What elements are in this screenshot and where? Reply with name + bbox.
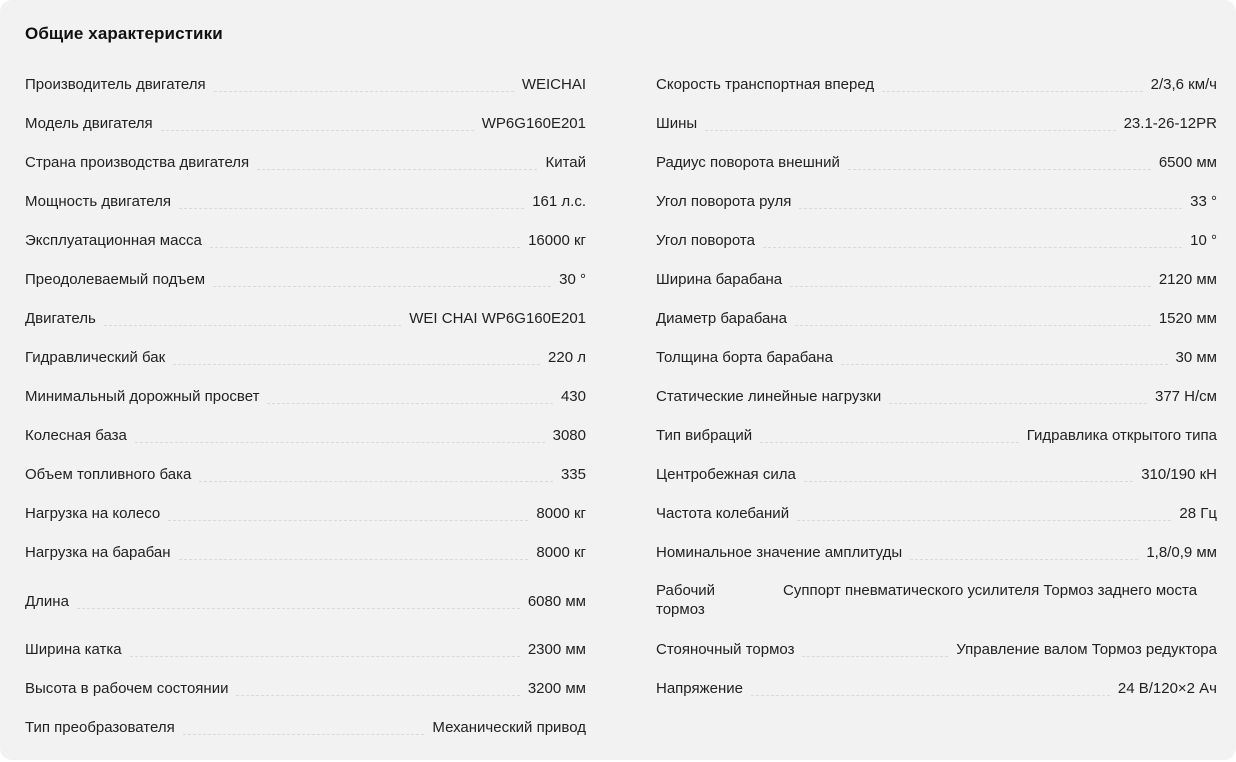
spec-label: Угол поворота [656, 232, 755, 249]
dotted-leader [889, 403, 1147, 404]
spec-label: Диаметр барабана [656, 310, 787, 327]
spec-value: 28 Гц [1179, 505, 1217, 522]
dotted-leader [183, 734, 425, 735]
spec-row [656, 630, 1217, 669]
spec-row [25, 416, 586, 455]
spec-row [25, 630, 586, 669]
dotted-leader [135, 442, 545, 443]
spec-label: Тип вибраций [656, 427, 753, 444]
spec-row [656, 533, 1217, 572]
spec-value: Управление валом Тормоз редуктора [956, 641, 1217, 658]
dotted-leader [213, 286, 551, 287]
dotted-leader [77, 608, 520, 609]
section-title: Общие характеристики [25, 24, 223, 43]
spec-value: 33 ° [1190, 193, 1217, 210]
spec-value: Китай [545, 154, 586, 171]
dotted-leader [882, 91, 1143, 92]
spec-value: 220 л [548, 349, 586, 366]
spec-label: Угол поворота руля [656, 193, 792, 210]
spec-label: Скорость транспортная вперед [656, 76, 875, 93]
spec-row [25, 377, 586, 416]
dotted-leader [267, 403, 553, 404]
spec-value: 1520 мм [1158, 310, 1217, 327]
spec-label: Частота колебаний [656, 505, 790, 522]
spec-label: Номинальное значение амплитуды [656, 544, 903, 561]
spec-value: 3200 мм [527, 680, 586, 697]
spec-row [25, 455, 586, 494]
spec-label: Нагрузка на колесо [25, 505, 161, 522]
spec-row [25, 708, 586, 747]
spec-row [656, 182, 1217, 221]
spec-value: Механический привод [432, 719, 586, 736]
dotted-leader [168, 520, 528, 521]
spec-value: 2300 мм [527, 641, 586, 658]
spec-value: 8000 кг [536, 505, 586, 522]
spec-label: Модель двигателя [25, 115, 153, 132]
spec-row [656, 65, 1217, 104]
spec-label: Преодолеваемый подъем [25, 271, 206, 288]
spec-value: 6500 мм [1158, 154, 1217, 171]
dotted-leader [751, 695, 1110, 696]
spec-value: 377 Н/см [1154, 388, 1217, 405]
spec-label: Ширина катка [25, 641, 122, 658]
spec-label: Напряжение [656, 680, 743, 697]
dotted-leader [799, 208, 1182, 209]
spec-label: Страна производства двигателя [25, 154, 250, 171]
spec-column-right [656, 65, 1217, 708]
spec-value: 24 В/120×2 Ач [1117, 680, 1217, 697]
spec-value: 6080 мм [527, 592, 586, 610]
spec-row [25, 669, 586, 708]
spec-row [25, 299, 586, 338]
spec-label: Объем топливного бака [25, 466, 192, 483]
dotted-leader [795, 325, 1151, 326]
spec-row [656, 338, 1217, 377]
dotted-leader [797, 520, 1171, 521]
spec-row [25, 533, 586, 572]
spec-label: Ширина барабана [656, 271, 783, 288]
spec-label: Радиус поворота внешний [656, 154, 840, 171]
spec-label: Гидравлический бак [25, 349, 166, 366]
spec-row [656, 377, 1217, 416]
dotted-leader [841, 364, 1168, 365]
spec-row [25, 338, 586, 377]
dotted-leader [236, 695, 519, 696]
spec-label: Шины [656, 115, 698, 132]
spec-label: Мощность двигателя [25, 193, 172, 210]
dotted-leader [705, 130, 1115, 131]
spec-row [25, 221, 586, 260]
dotted-leader [214, 91, 514, 92]
spec-label: Колесная база [25, 427, 127, 444]
spec-label: Производитель двигателя [25, 76, 206, 93]
spec-value: 8000 кг [536, 544, 586, 561]
spec-value: 10 ° [1190, 232, 1217, 249]
spec-row [656, 455, 1217, 494]
spec-row [656, 416, 1217, 455]
spec-row [656, 494, 1217, 533]
spec-label: Двигатель [25, 310, 96, 327]
spec-row [656, 260, 1217, 299]
spec-label: Рабочий тормоз [656, 582, 716, 618]
spec-row [656, 143, 1217, 182]
dotted-leader [104, 325, 401, 326]
spec-value: 335 [560, 466, 586, 483]
dotted-leader [179, 559, 529, 560]
dotted-leader [173, 364, 540, 365]
spec-label: Статические линейные нагрузки [656, 388, 882, 405]
dotted-leader [257, 169, 537, 170]
spec-value: 310/190 кН [1141, 466, 1217, 483]
spec-row [25, 494, 586, 533]
spec-row [656, 299, 1217, 338]
spec-label: Длина [25, 592, 69, 610]
dotted-leader [910, 559, 1138, 560]
spec-value: WP6G160E201 [481, 115, 586, 132]
spec-label: Эксплуатационная масса [25, 232, 202, 249]
dotted-leader [210, 247, 520, 248]
spec-value: 2120 мм [1158, 271, 1217, 288]
spec-value: 161 л.с. [532, 193, 586, 210]
spec-value: 30 мм [1175, 349, 1217, 366]
spec-row [656, 221, 1217, 260]
dotted-leader [760, 442, 1019, 443]
spec-row [656, 669, 1217, 708]
spec-row [25, 143, 586, 182]
dotted-leader [179, 208, 524, 209]
spec-row [25, 182, 586, 221]
spec-value: 30 ° [559, 271, 586, 288]
spec-row [656, 572, 1217, 630]
dotted-leader [130, 656, 520, 657]
dotted-leader [802, 656, 948, 657]
dotted-leader [804, 481, 1133, 482]
dotted-leader [763, 247, 1182, 248]
spec-value: WEICHAI [521, 76, 586, 93]
spec-label: Нагрузка на барабан [25, 544, 171, 561]
spec-value: Гидравлика открытого типа [1026, 427, 1217, 444]
spec-value: 1,8/0,9 мм [1146, 544, 1217, 561]
spec-label: Высота в рабочем состоянии [25, 680, 229, 697]
spec-label: Центробежная сила [656, 466, 796, 483]
spec-row [25, 260, 586, 299]
spec-row [25, 65, 586, 104]
dotted-leader [790, 286, 1151, 287]
dotted-leader [848, 169, 1151, 170]
spec-column-left [25, 65, 586, 747]
spec-label: Минимальный дорожный просвет [25, 388, 260, 405]
spec-value: Суппорт пневматического усилителя Тормоз заднего моста [783, 582, 1198, 599]
spec-row [25, 104, 586, 143]
spec-label: Тип преобразователя [25, 719, 175, 736]
dotted-leader [199, 481, 553, 482]
spec-label: Стояночный тормоз [656, 641, 795, 658]
spec-value: 430 [560, 388, 586, 405]
spec-row [25, 572, 586, 630]
spec-row [656, 104, 1217, 143]
spec-value: 16000 кг [528, 232, 586, 249]
dotted-leader [161, 130, 474, 131]
spec-value: 3080 [552, 427, 586, 444]
spec-value: 2/3,6 км/ч [1150, 76, 1217, 93]
spec-label: Толщина борта барабана [656, 349, 833, 366]
spec-value: 23.1-26-12PR [1123, 115, 1217, 132]
spec-value: WEI CHAI WP6G160E201 [409, 310, 586, 327]
